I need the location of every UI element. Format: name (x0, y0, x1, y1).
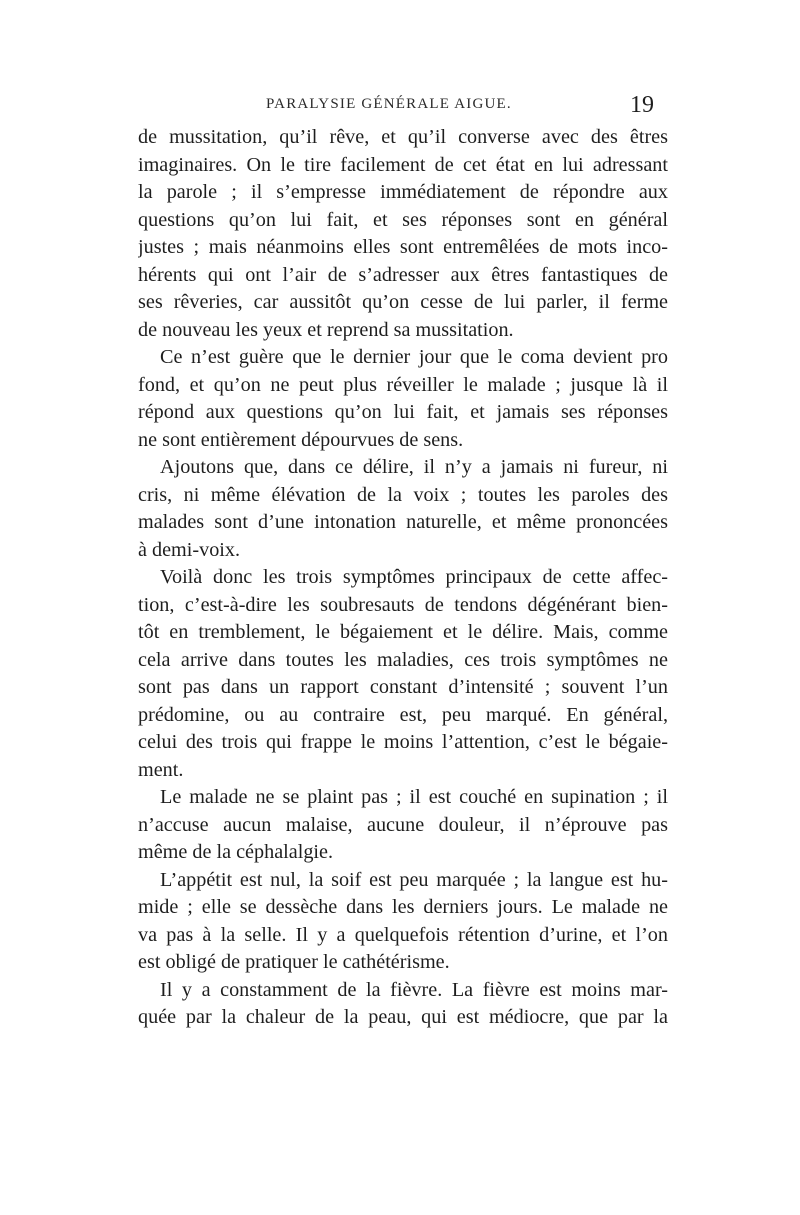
text-line: tion, c’est-à-dire les soubresauts de tendons dégénérant bien- (138, 593, 668, 616)
text-line: même de la céphalalgie. (138, 841, 334, 863)
text-line: n’accuse aucun malaise, aucune douleur, il n’éprouve pas (138, 813, 668, 836)
text-line: imaginaires. On le tire facilement de cet état en lui adressant (138, 153, 668, 176)
text-line: Le malade ne se plaint pas ; il est couché en supination ; il (160, 786, 668, 808)
text-line: tôt en tremblement, le bégaiement et le délire. Mais, comme (138, 621, 668, 643)
text-line: va pas à la selle. Il y a quelquefois rétention d’urine, et l’on (138, 923, 668, 946)
text-line: questions qu’on lui fait, et ses réponses sont en général (138, 208, 668, 231)
text-line: est obligé de pratiquer le cathétérisme. (138, 951, 450, 973)
body-text (138, 124, 668, 1032)
text-line: quée par la chaleur de la peau, qui est médiocre, que par la (138, 1006, 668, 1028)
text-line: celui des trois qui frappe le moins l’attention, c’est le bégaie- (138, 731, 668, 753)
text-line: fond, et qu’on ne peut plus réveiller le malade ; jusque là il (138, 373, 668, 396)
text-line: cela arrive dans toutes les maladies, ces trois symptômes ne (138, 648, 668, 671)
text-line: malades sont d’une intonation naturelle, et même prononcées (138, 511, 668, 533)
text-line: répond aux questions qu’on lui fait, et jamais ses réponses (138, 401, 668, 423)
text-line: Voilà donc les trois symptômes principaux de cette affec- (160, 566, 668, 588)
text-line: cris, ni même élévation de la voix ; toutes les paroles des (138, 483, 668, 506)
text-line: sont pas dans un rapport constant d’intensité ; souvent l’un (138, 676, 668, 698)
text-line: Ajoutons que, dans ce délire, il n’y a jamais ni fureur, ni (160, 456, 668, 478)
text-line: de mussitation, qu’il rêve, et qu’il converse avec des êtres (138, 126, 668, 148)
text-line: Il y a constamment de la fièvre. La fièvre est moins mar- (160, 978, 668, 1001)
text-line: mide ; elle se dessèche dans les derniers jours. Le malade ne (138, 896, 668, 918)
text-line: ne sont entièrement dépourvues de sens. (138, 428, 464, 451)
text-line: ment. (138, 758, 184, 781)
text-line: la parole ; il s’empresse immédiatement de répondre aux (138, 181, 668, 203)
text-line: hérents qui ont l’air de s’adresser aux êtres fantastiques de (138, 263, 668, 286)
running-title: PARALYSIE GÉNÉRALE AIGUE. (266, 96, 512, 112)
text-line: ses rêveries, car aussitôt qu’on cesse de lui parler, il ferme (138, 291, 668, 313)
text-line: à demi-voix. (138, 538, 241, 561)
text-line: L’appétit est nul, la soif est peu marquée ; la langue est hu- (160, 868, 668, 891)
page-number: 19 (630, 92, 654, 118)
text-line: justes ; mais néanmoins elles sont entremêlées de mots inco- (138, 236, 668, 258)
text-line: de nouveau les yeux et reprend sa mussitation. (138, 318, 514, 341)
text-line: Ce n’est guère que le dernier jour que le coma devient pro (160, 346, 668, 368)
page-header (138, 92, 658, 126)
text-line: prédomine, ou au contraire est, peu marqué. En général, (138, 703, 668, 726)
